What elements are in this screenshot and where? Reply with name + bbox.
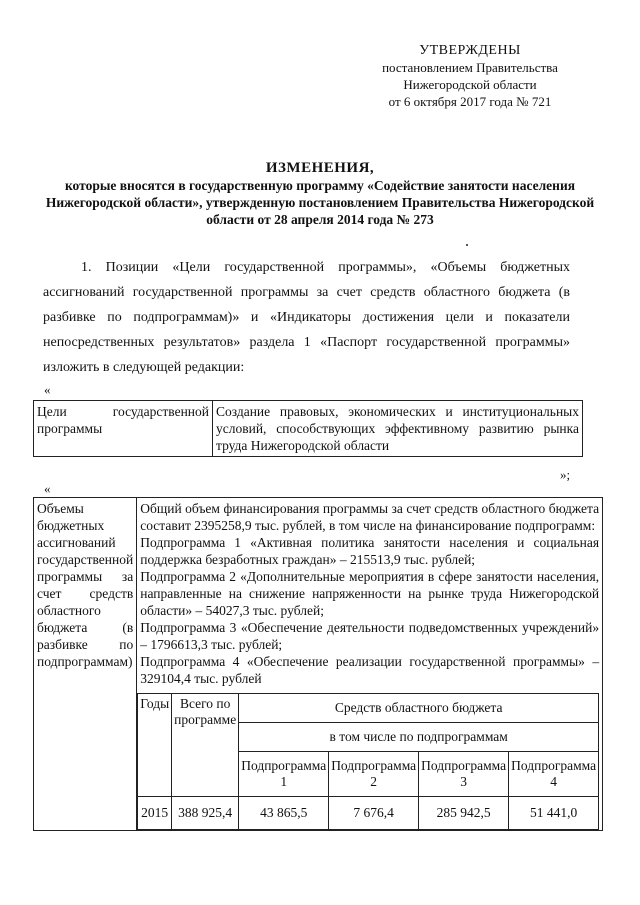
budget-sub3-text: Подпрограмма 3 «Обеспечение деятельности подведомственных учреждений» – 1796613,3 тыс. рублей; <box>140 620 600 652</box>
goals-label: Цели государственной программы <box>34 401 213 457</box>
budget-label: Объемы бюджетных ассигнований государственной программы за счет средств областного бюджета (в разбивке по подпрограммам) <box>34 498 137 831</box>
cell-total: 388 925,4 <box>172 797 239 830</box>
paragraph-text: 1. Позиции «Цели государственной программы», «Объемы бюджетных ассигнований государственной программы за счет средств областного бюджета (в разбивке по подпрограммам)» и «Индикаторы достижения цели и показатели непосредственных результатов» раздела 1 «Паспорт государственной программы» изложить в следующей редакции: <box>43 260 570 375</box>
goals-table <box>33 400 583 457</box>
body-paragraph <box>43 255 570 380</box>
col-sub2-header: Подпрограмма 2 <box>329 752 419 797</box>
budget-sub4-text: Подпрограмма 4 «Обеспечение реализации государственной программы» – 329104,4 тыс. рублей <box>140 654 600 686</box>
cell-sub2: 7 676,4 <box>329 797 419 830</box>
budget-sub2-text: Подпрограмма 2 «Дополнительные мероприятия в сфере занятости населения, направленные на снижение напряженности на рынке труда Нижегородской области» – 54027,3 тыс. рублей; <box>140 569 600 618</box>
budget-content <box>137 498 603 831</box>
col-sub3-header: Подпрограмма 3 <box>419 752 509 797</box>
table-header-row <box>138 694 599 723</box>
approval-line-2: Нижегородской области <box>403 77 537 92</box>
col-sub4-header: Подпрограмма 4 <box>509 752 599 797</box>
table-row <box>138 797 599 830</box>
col-sub1-header: Подпрограмма 1 <box>239 752 329 797</box>
approval-title: УТВЕРЖДЕНЫ <box>419 43 521 58</box>
table-row <box>34 498 603 831</box>
heading-title: ИЗМЕНЕНИЯ, <box>265 160 375 176</box>
document-heading <box>40 160 600 228</box>
approval-line-3: от 6 октября 2017 года № 721 <box>388 94 552 109</box>
col-total-header: Всего по программе <box>172 694 239 797</box>
heading-subtitle: которые вносятся в государственную программу «Содействие занятости населения Нижегородской области», утвержденную постановлением Правительства Нижегородской области от 28 апреля 2014 года № 273 <box>45 178 595 227</box>
funding-table <box>137 693 599 830</box>
closing-quote: »; <box>560 467 571 482</box>
cell-sub1: 43 865,5 <box>239 797 329 830</box>
budget-table <box>33 497 603 831</box>
cell-sub4: 51 441,0 <box>509 797 599 830</box>
opening-quote-2: « <box>44 481 51 496</box>
opening-quote-1: « <box>44 382 51 397</box>
col-year-header: Годы <box>138 694 172 797</box>
approval-stamp <box>340 42 600 110</box>
approval-line-1: постановлением Правительства <box>382 60 558 75</box>
cell-year: 2015 <box>138 797 172 830</box>
table-row <box>34 401 583 457</box>
budget-sub1-text: Подпрограмма 1 «Активная политика занятости населения и социальная поддержка безработных граждан» – 215513,9 тыс. рублей; <box>140 535 600 567</box>
col-budget-header: Средств областного бюджета <box>239 694 599 723</box>
col-sub-header: в том числе по подпрограммам <box>239 723 599 752</box>
goals-value: Создание правовых, экономических и институциональных условий, способствующих эффективному развитию рынка труда Нижегородской области <box>213 401 583 457</box>
budget-total-text: Общий объем финансирования программы за счет средств областного бюджета составит 2395258,9 тыс. рублей, в том числе на финансирование подпрограмм: <box>140 501 600 533</box>
cell-sub3: 285 942,5 <box>419 797 509 830</box>
scan-dot <box>466 244 468 246</box>
